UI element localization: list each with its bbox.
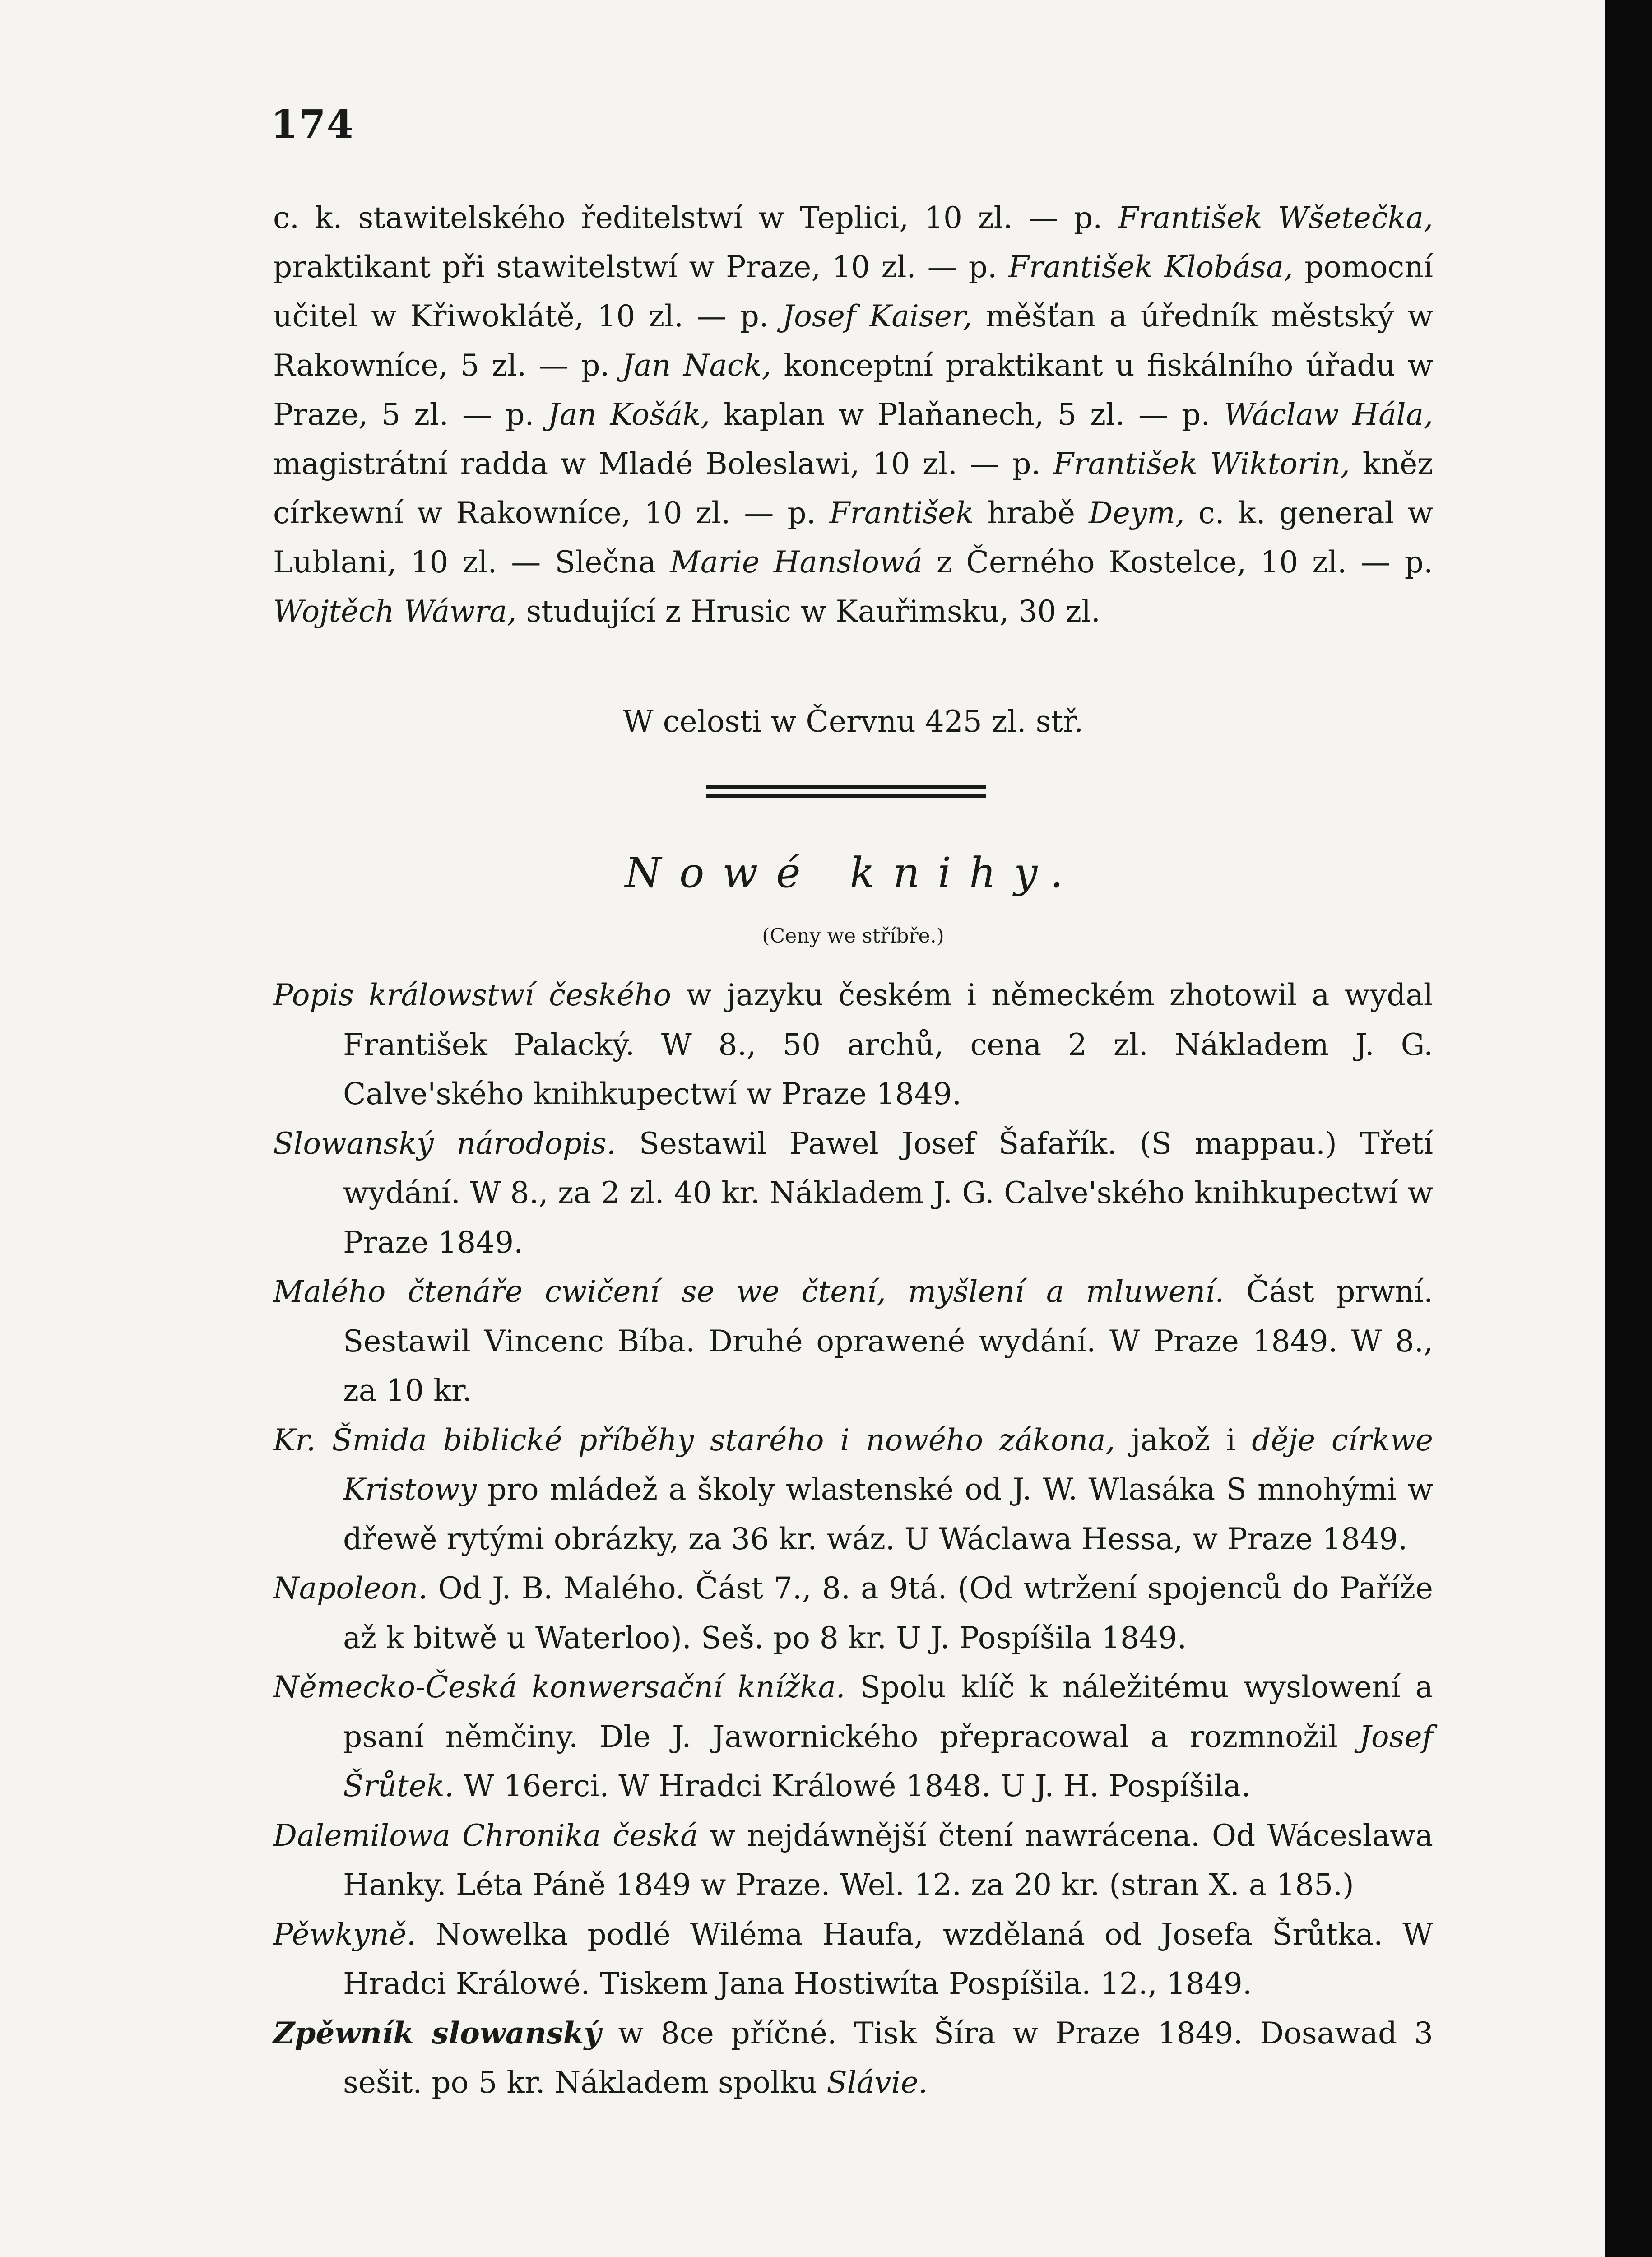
- book-description: Nowelka podlé Wiléma Haufa, wzdělaná od Josefa Šrůtka. W Hradci Králowé. Tiskem Jana Hostiwíta Pospíšila. 12., 1849.: [343, 1917, 1433, 2001]
- donor-text: měšťan a úředník městský w Rakowníce, 5 zl. — p.: [273, 299, 1434, 383]
- book-title: Malého čtenáře cwičení se we čtení, myšlení a mluwení.: [273, 1274, 1225, 1309]
- donor-name: Jan Nack,: [622, 348, 771, 383]
- book-description: pro mládež a školy wlastenské od J. W. Wlasáka S mnohými w dřewě rytými obrázky, za 36 kr. wáz. U Wáclawa Hessa, w Praze 1849.: [343, 1472, 1433, 1556]
- book-author: Josef Šrůtek.: [343, 1719, 1433, 1803]
- book-description: W 16erci. W Hradci Králowé 1848. U J. H. Pospíšila.: [454, 1769, 1251, 1803]
- book-title: Pěwkyně.: [273, 1917, 416, 1952]
- donor-text: kněz církewní w Rakowníce, 10 zl. — p.: [273, 446, 1433, 530]
- page-number: 174: [271, 102, 355, 147]
- donor-text: c. k. general w Lublani, 10 zl. — Slečna: [273, 496, 1434, 580]
- book-description: w 8ce příčné. Tisk Šíra w Praze 1849. Dosawad 3 sešit. po 5 kr. Nákladem spolku: [343, 2016, 1433, 2100]
- donor-name: František: [829, 496, 974, 530]
- book-title: Slowanský národopis.: [273, 1126, 616, 1161]
- donor-text: kaplan w Plaňanech, 5 zl. — p.: [724, 397, 1211, 432]
- book-description: Sestawil Pawel Josef Šafařík. (S mappau.) Třetí wydání. W 8., za 2 zl. 40 kr. Nákladem J. G. Calve'ského knihkupectwí w Praze 1849.: [343, 1126, 1433, 1260]
- donor-name: Josef Kaiser,: [782, 299, 973, 334]
- donor-text: c. k. stawitelského ředitelstwí w Teplici, 10 zl. — p.: [273, 200, 1103, 235]
- book-title: Dalemilowa Chronika česká: [273, 1818, 698, 1853]
- donor-name: Jan Košák,: [548, 397, 710, 432]
- book-description: Od J. B. Malého. Část 7., 8. a 9tá. (Od wtržení spojenců do Paříže až k bitwě u Waterloo). Seš. po 8 kr. U J. Pospíšila 1849.: [343, 1571, 1433, 1655]
- donor-text: magistrátní radda w Mladé Boleslawi, 10 zl. — p.: [273, 446, 1041, 481]
- book-entry: [273, 1416, 1433, 1564]
- page-edge-shadow: [1605, 0, 1652, 2257]
- new-books-list: [273, 971, 1433, 2108]
- book-entry: [273, 1811, 1433, 1910]
- book-title: děje církwe Kristowy: [343, 1422, 1433, 1507]
- book-entry: [273, 1663, 1433, 1811]
- book-entry: [273, 1119, 1433, 1268]
- donor-text: praktikant při stawitelstwí w Praze, 10 zl. — p.: [273, 250, 997, 284]
- publisher-name: Slávie.: [826, 2065, 928, 2100]
- donor-text: pomocní učitel w Křiwoklátě, 10 zl. — p.: [273, 250, 1434, 334]
- book-title: Napoleon.: [273, 1571, 428, 1606]
- donor-name: Deym,: [1089, 496, 1185, 530]
- book-description: jakož i: [1115, 1422, 1252, 1458]
- book-description: Část prwní. Sestawil Vincenc Bíba. Druhé oprawené wydání. W Praze 1849. W 8., za 10 kr.: [343, 1274, 1433, 1408]
- book-title: Zpěwník slowanský: [273, 2015, 601, 2051]
- book-entry: [273, 2009, 1433, 2108]
- section-title: Nowé knihy.: [625, 849, 1081, 897]
- book-title: Německo-Česká konwersační knížka.: [273, 1670, 845, 1704]
- donor-name: František Wšetečka,: [1118, 200, 1433, 235]
- donor-list-paragraph: [273, 193, 1433, 636]
- donor-name: František Wiktorin,: [1053, 446, 1350, 481]
- book-entry: [273, 1910, 1433, 2009]
- book-entry: [273, 971, 1433, 1119]
- book-description: w jazyku českém i německém zhotowil a wydal František Palacký. W 8., 50 archů, cena 2 zl. Nákladem J. G. Calve'ského knihkupectwí w Praze 1849.: [343, 978, 1433, 1111]
- donor-text: konceptní praktikant u fiskálního úřadu w Praze, 5 zl. — p.: [273, 348, 1434, 432]
- double-rule-top: [706, 785, 986, 789]
- book-description: w nejdáwnější čtení nawrácena. Od Wáceslawa Hanky. Léta Páně 1849 w Praze. Wel. 12. za 20 kr. (stran X. a 185.): [343, 1818, 1433, 1902]
- donor-text: hrabě: [987, 496, 1076, 530]
- donor-name: František Klobása,: [1008, 250, 1293, 284]
- double-rule-bottom: [706, 794, 986, 798]
- donations-total: W celosti w Červnu 425 zl. stř.: [622, 704, 1084, 739]
- donor-name: Wáclaw Hála,: [1224, 397, 1433, 432]
- prices-note: (Ceny we stříbře.): [762, 924, 944, 947]
- donor-text: z Černého Kostelce, 10 zl. — p.: [936, 545, 1433, 580]
- donor-name: Marie Hanslowá: [670, 545, 923, 580]
- book-description: Spolu klíč k náležitému wyslowení a psaní němčiny. Dle J. Jawornického přepracowal a rozmnožil: [343, 1670, 1433, 1754]
- book-title: Kr. Šmida biblické příběhy starého i nowého zákona,: [273, 1422, 1115, 1458]
- donor-text: studující z Hrusic w Kauřimsku, 30 zl.: [526, 594, 1101, 629]
- book-entry: [273, 1267, 1433, 1416]
- book-entry: [273, 1564, 1433, 1663]
- donor-name: Wojtěch Wáwra,: [273, 594, 517, 629]
- book-title: Popis králowstwí českého: [273, 978, 672, 1012]
